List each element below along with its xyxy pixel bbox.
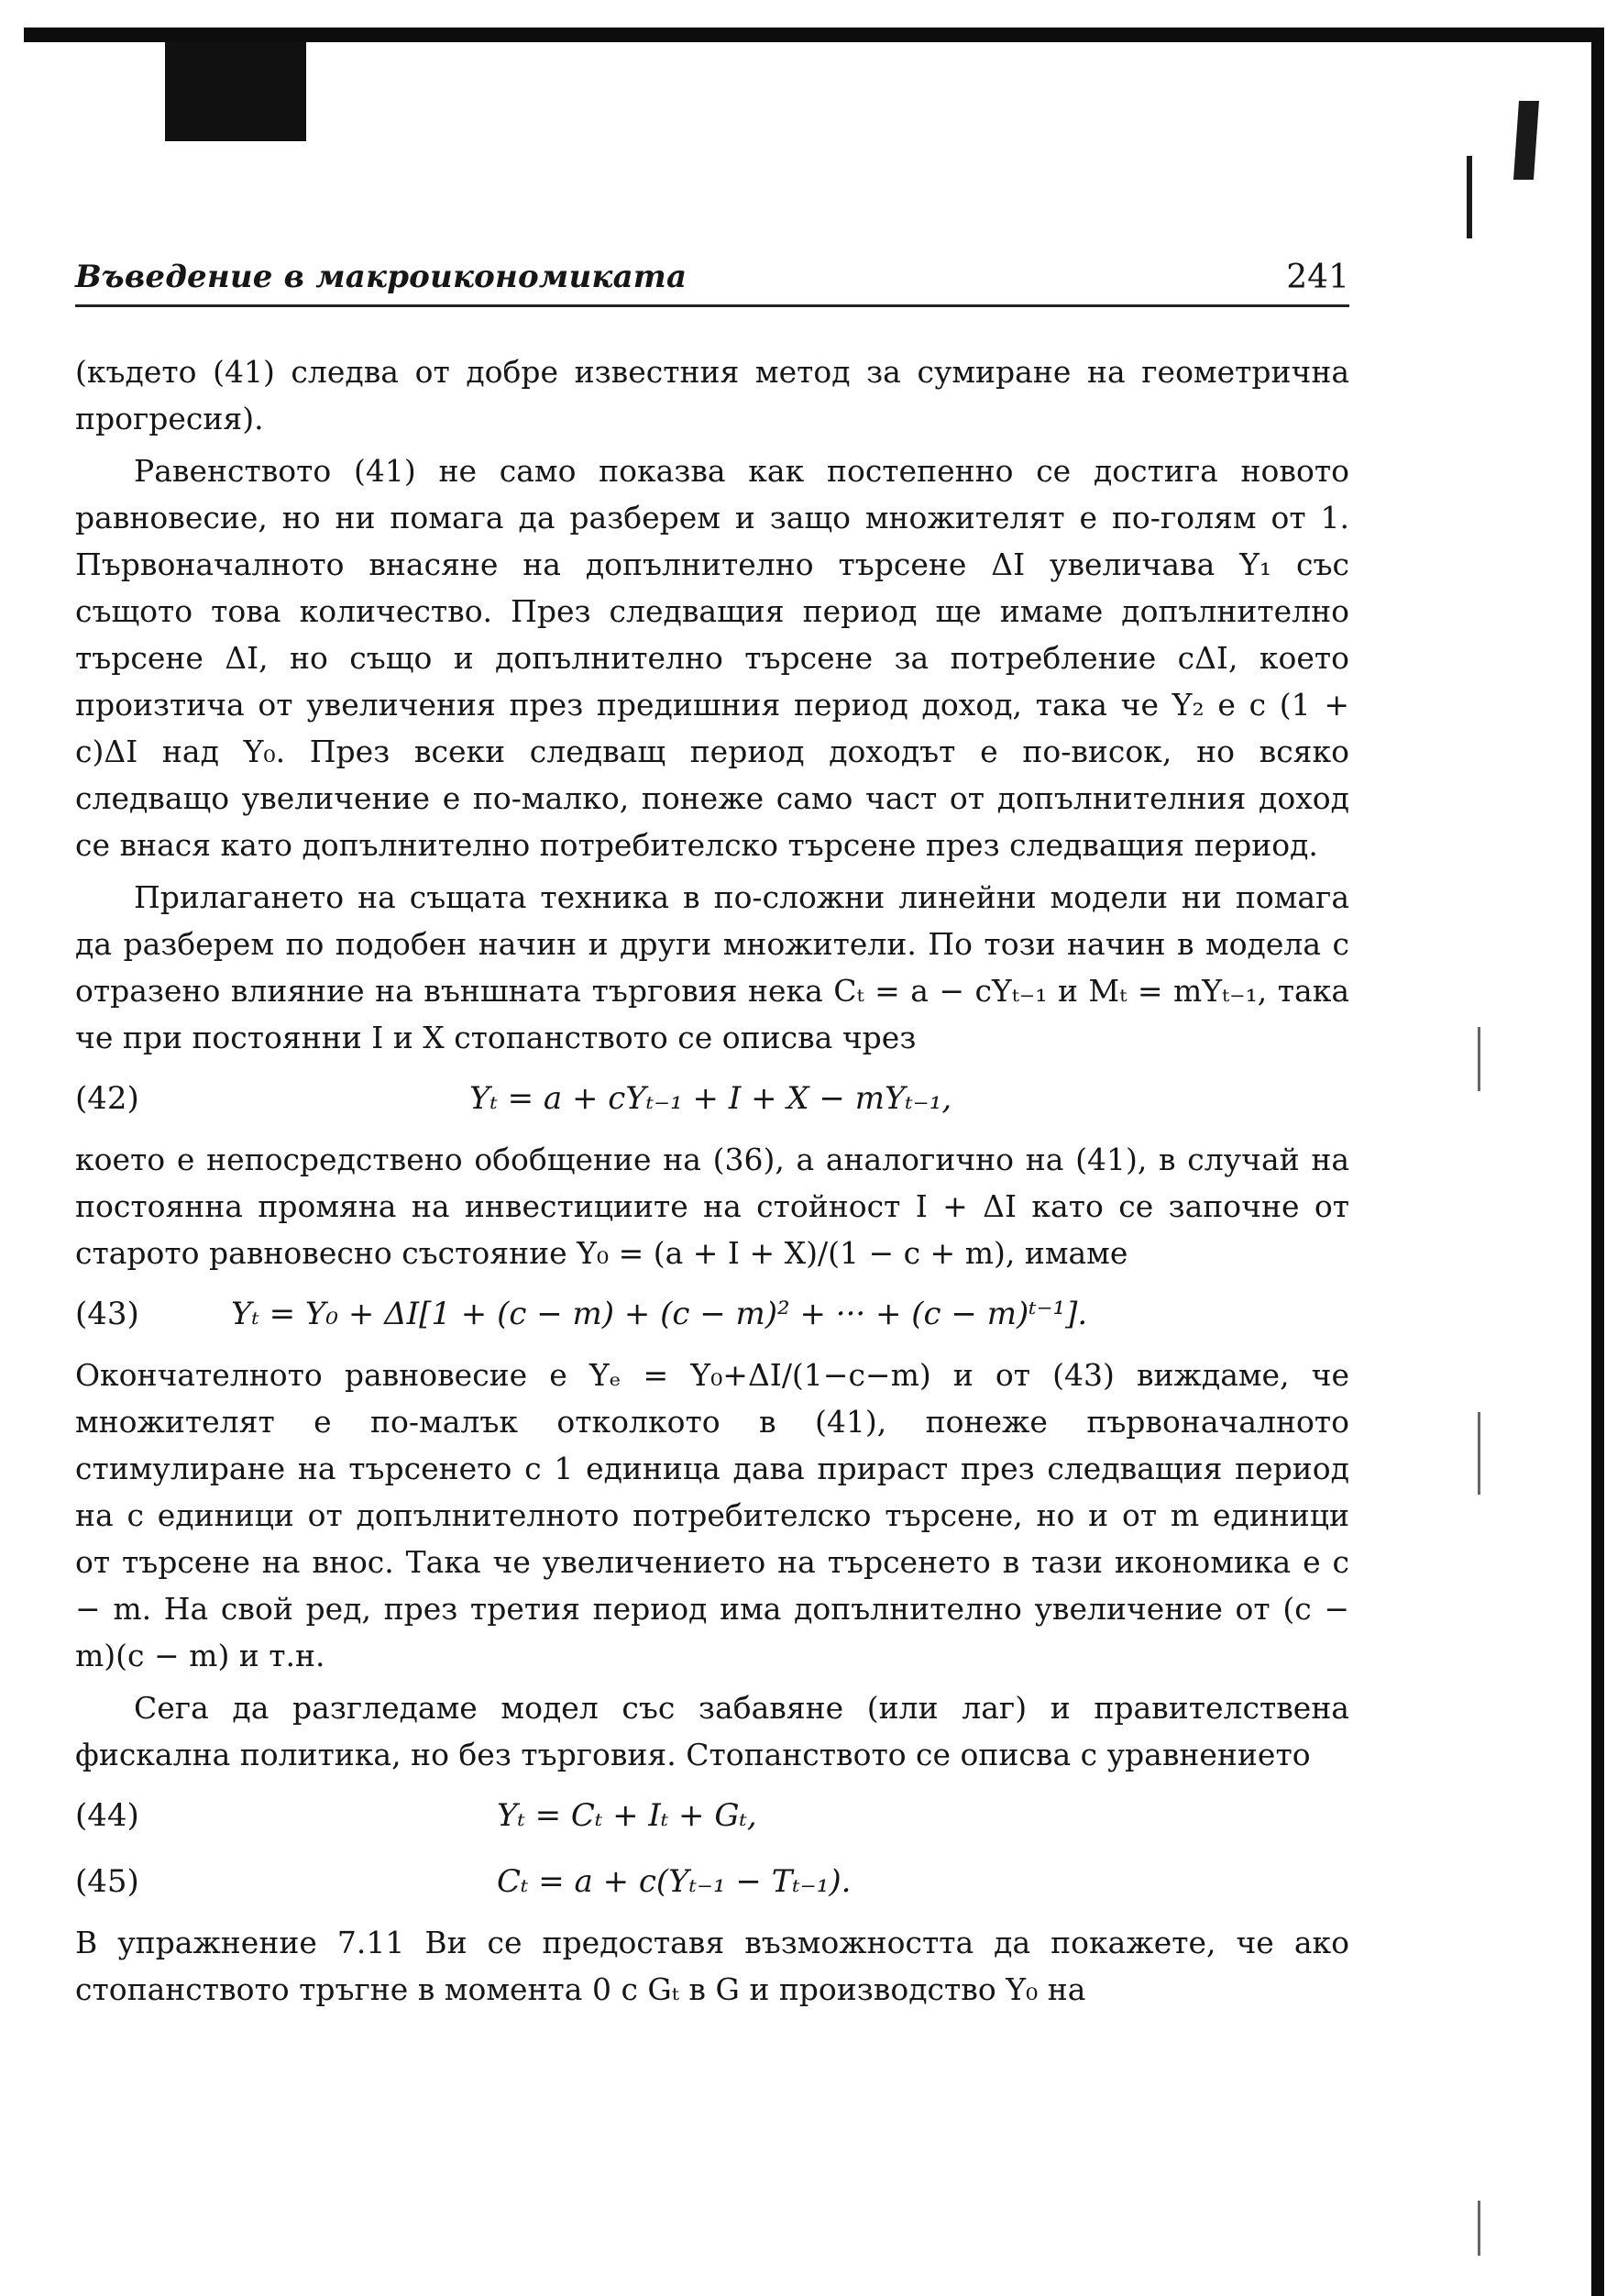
scan-artifact-mark	[1467, 156, 1472, 238]
equation-expression: Cₜ = a + c(Yₜ₋₁ − Tₜ₋₁).	[497, 1863, 852, 1900]
paragraph: В упражнение 7.11 Ви се предоставя възможността да покажете, че ако стопанството тръгне в момента 0 с Gₜ в G и производство Y₀ на	[75, 1925, 1349, 2007]
header-rule	[75, 304, 1349, 307]
scan-artifact-mark	[1513, 101, 1539, 180]
scan-border-top	[24, 28, 1604, 42]
scan-border-right	[1591, 42, 1604, 2296]
page-header	[75, 259, 1349, 303]
paragraph: Равенството (41) не само показва как постепенно се достига новото равновесие, но ни помага да разберем и защо множителят е по-голям от 1. Първоначалното внасяне на допълнително търсене ΔI увеличава Y₁ със същото това количество. През следващия период ще имаме допълнително търсене ΔI, но също и допълнително търсене за потребление cΔI, което произтича от увеличения през предишния период доход, така че Y₂ е с (1 + c)ΔI над Y₀. През всеки следващ период доходът е по-висок, но всяко следващо увеличение е по-малко, понеже само част от допълнителния доход се внася като допълнително потребителско търсене през следващия период.	[75, 453, 1349, 863]
scan-artifact-mark	[1478, 1027, 1480, 1091]
paragraph: което е непосредствено обобщение на (36), а аналогично на (41), в случай на постоянна промяна на инвестициите на стойност I + ΔI като се започне от старото равновесно състояние Y₀ = (a + I + X)/(1 − c + m), имаме	[75, 1142, 1349, 1271]
page-body	[75, 348, 1349, 2018]
equation-expression: Yₜ = Cₜ + Iₜ + Gₜ,	[497, 1797, 757, 1834]
equation-label: (44)	[75, 1797, 139, 1834]
scan-artifact-mark	[1478, 1412, 1480, 1495]
running-title: Въведение в макроикономиката	[75, 259, 688, 295]
page-number: 241	[1286, 259, 1349, 296]
equation-42	[75, 1070, 1349, 1125]
equation-45	[75, 1853, 1349, 1908]
scan-artifact-mark	[1478, 2201, 1480, 2256]
equation-label: (45)	[75, 1863, 139, 1900]
equation-label: (42)	[75, 1080, 139, 1117]
equation-43	[75, 1286, 1349, 1341]
equation-expression: Yₜ = Y₀ + ΔI[1 + (c − m) + (c − m)² + ··· + (c − m)ᵗ⁻¹].	[231, 1296, 1088, 1332]
paragraph: (където (41) следва от добре известния метод за сумиране на геометрична прогресия).	[75, 354, 1349, 436]
equation-expression: Yₜ = a + cYₜ₋₁ + I + X − mYₜ₋₁,	[469, 1080, 952, 1117]
scan-dark-patch	[165, 42, 306, 141]
paragraph: Окончателното равновесие е Yₑ = Y₀+ΔI/(1−c−m) и от (43) виждаме, че множителят е по-малък отколкото в (41), понеже първоначалното стимулиране на търсенето с 1 единица дава прираст през следващия период на c единици от допълнителното потребителско търсене, но и от m единици от търсене на внос. Така че увеличението на търсенето в тази икономика е c − m. На свой ред, през третия период има допълнително увеличение от (c − m)(c − m) и т.н.	[75, 1357, 1349, 1673]
equation-label: (43)	[75, 1296, 139, 1332]
paragraph: Прилагането на същата техника в по-сложни линейни модели ни помага да разберем по подобен начин и други множители. По този начин в модела с отразено влияние на външната търговия нека Cₜ = a − cYₜ₋₁ и Mₜ = mYₜ₋₁, така че при постоянни I и X стопанството се описва чрез	[75, 879, 1349, 1055]
paragraph: Сега да разгледаме модел със забавяне (или лаг) и правителствена фискална политика, но без търговия. Стопанството се описва с уравнението	[75, 1690, 1349, 1772]
equation-44	[75, 1787, 1349, 1842]
